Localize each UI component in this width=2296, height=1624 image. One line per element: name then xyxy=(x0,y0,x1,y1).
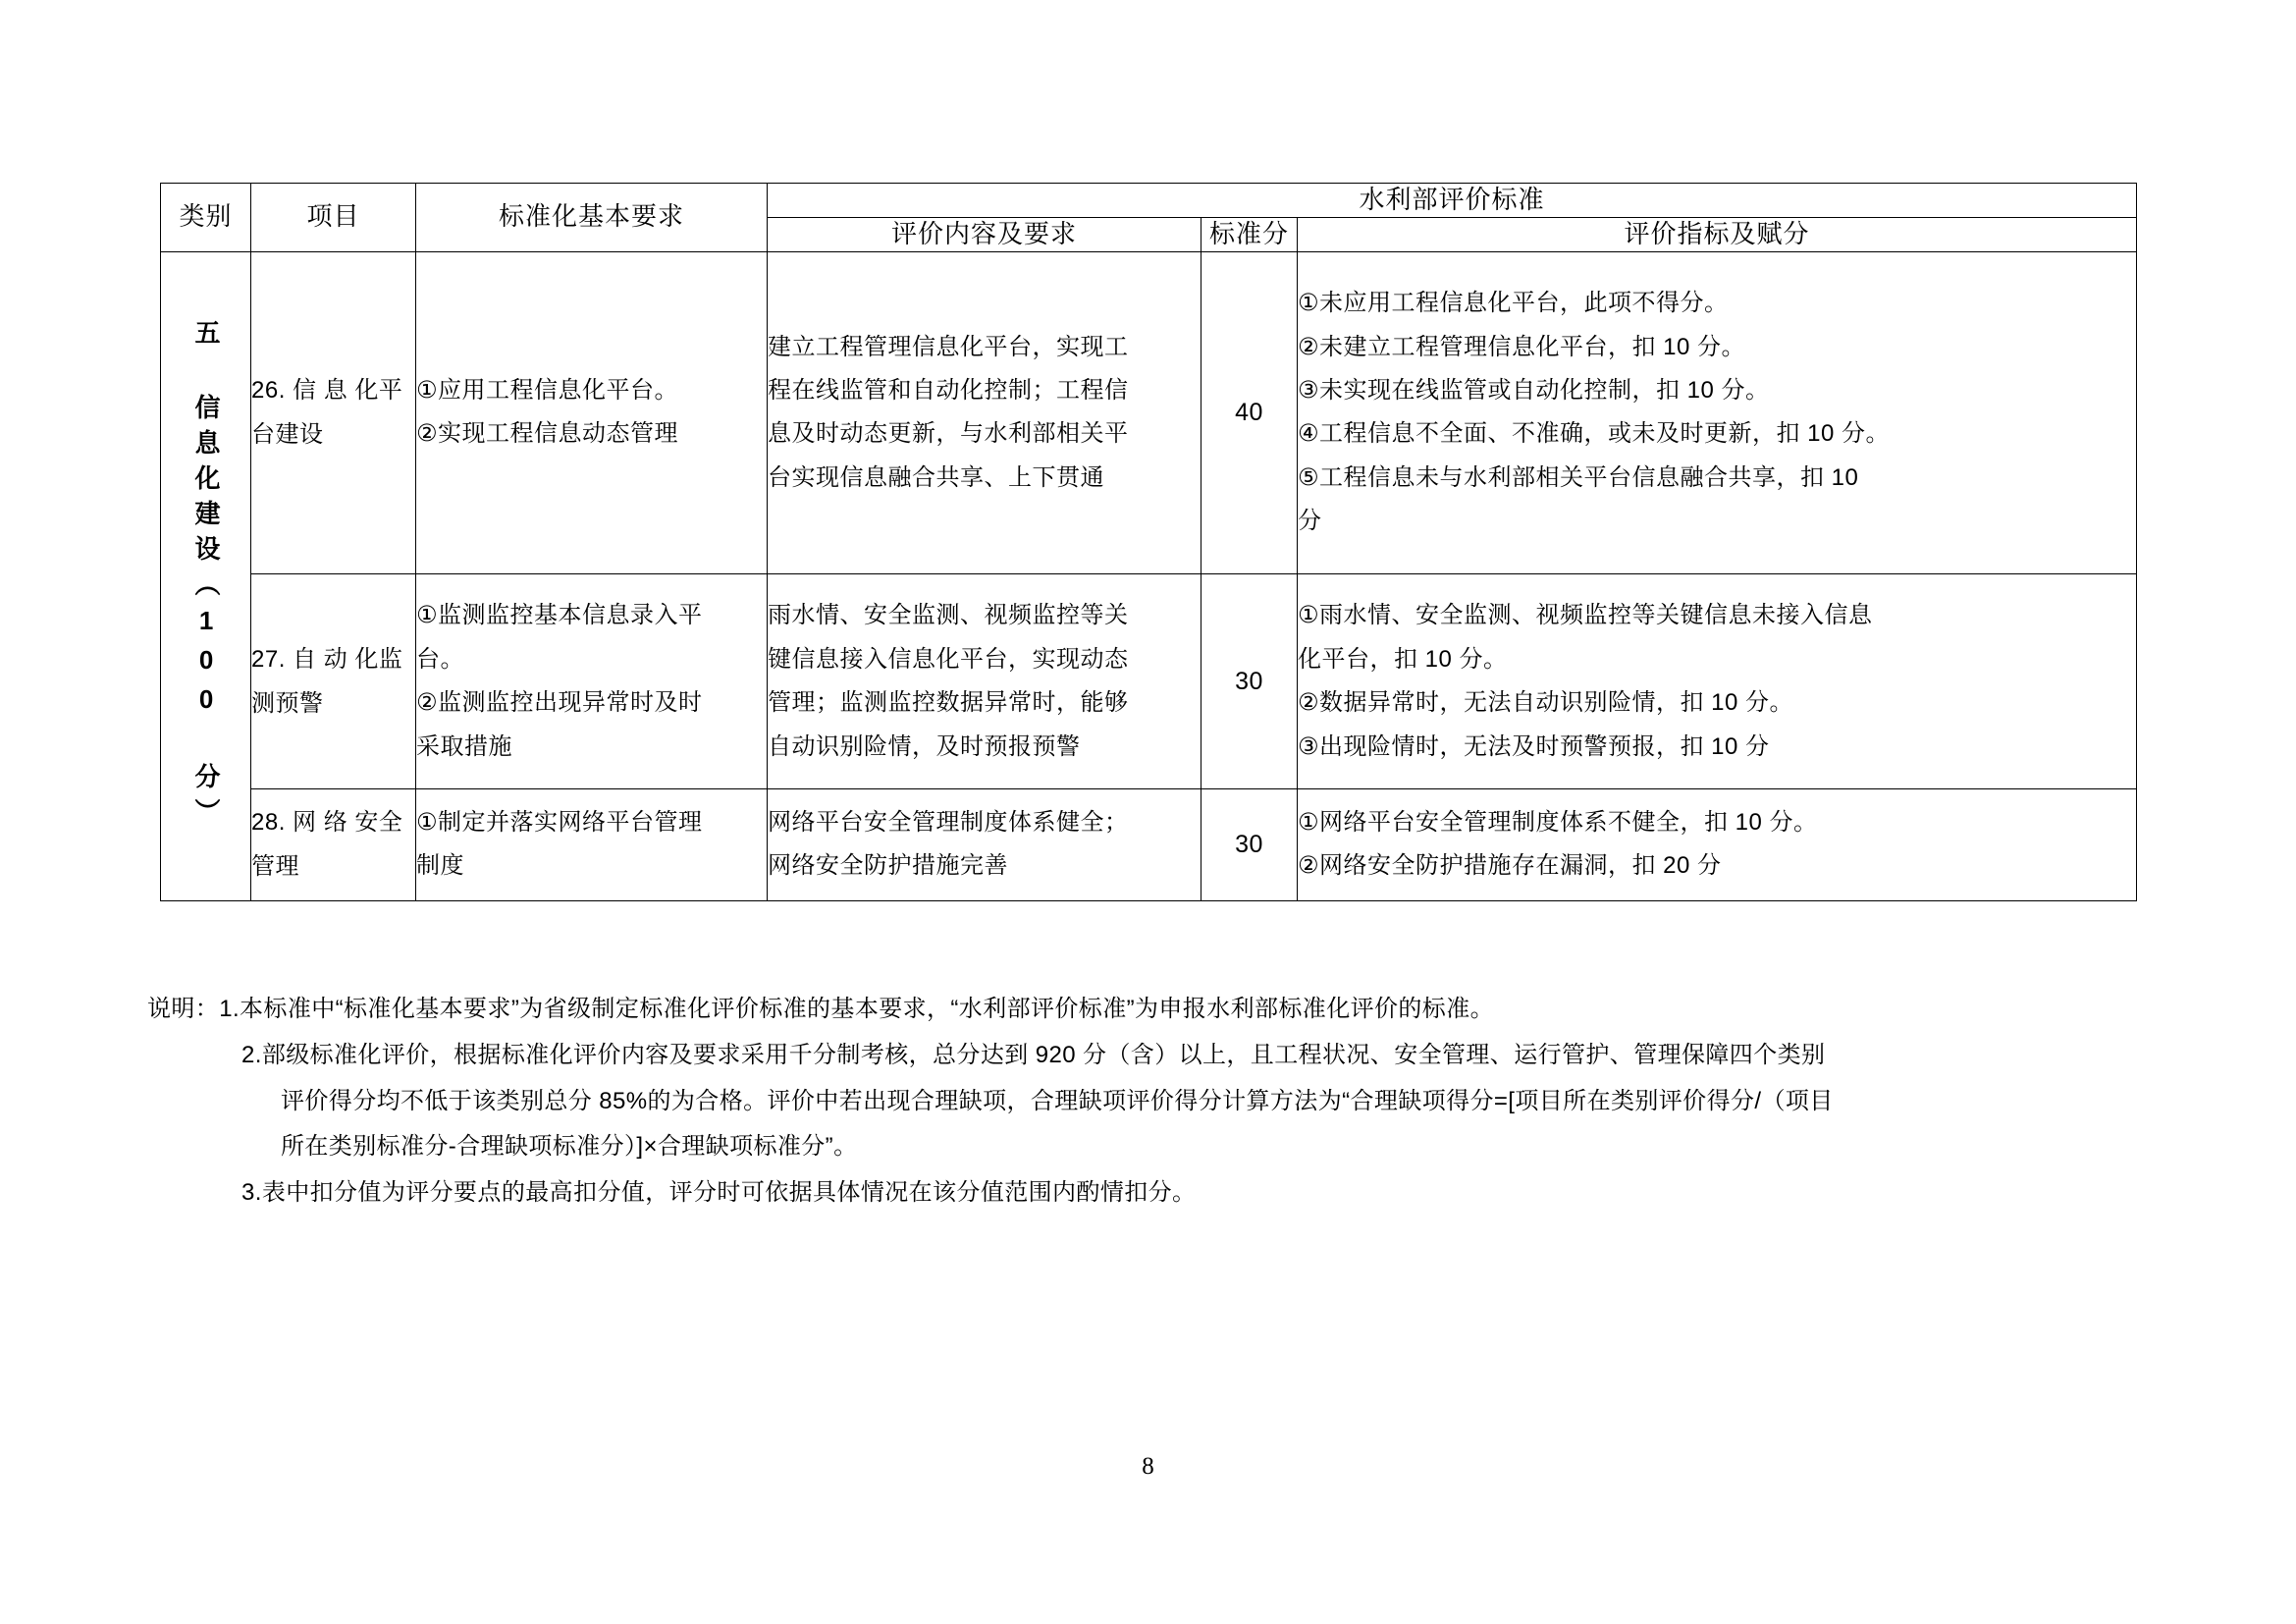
row-content-27 xyxy=(768,574,1201,789)
text-line: 采取措施 xyxy=(416,732,512,760)
row-indicators-28 xyxy=(1298,789,2137,900)
text-line: ①制定并落实网络平台管理 xyxy=(416,809,703,837)
row-score-26: 40 xyxy=(1201,251,1298,573)
row-basic-requirement-27 xyxy=(416,574,768,789)
row-content-28 xyxy=(768,789,1201,900)
table-row xyxy=(161,574,2137,789)
text-line: ③未实现在线监管或自动化控制，扣 10 分。 xyxy=(1298,376,1770,404)
note-number: 3. xyxy=(241,1179,262,1207)
category-label: 五 信息化建设（100 分） xyxy=(191,318,222,834)
note-item-2 xyxy=(147,1033,2150,1079)
header-ministry-group: 水利部评价标准 xyxy=(768,184,2137,218)
text-line: ①应用工程信息化平台。 xyxy=(416,376,679,404)
text-line: ③出现险情时，无法及时预警预报，扣 10 分 xyxy=(1298,732,1770,760)
row-score-28: 30 xyxy=(1201,789,1298,900)
table-header-row-1 xyxy=(161,184,2137,218)
note-item-1 xyxy=(147,987,2150,1033)
text-line: 程在线监管和自动化控制；工程信 xyxy=(768,376,1129,404)
page-number: 8 xyxy=(1142,1453,1154,1480)
note-number: 2. xyxy=(241,1041,262,1068)
text-line: 网络安全防护措施完善 xyxy=(768,852,1008,880)
row-score-27: 30 xyxy=(1201,574,1298,789)
text-line: 制度 xyxy=(416,852,464,880)
note-item-2-line-3 xyxy=(147,1124,2150,1170)
text-line: ①网络平台安全管理制度体系不健全，扣 10 分。 xyxy=(1298,809,1818,837)
note-item-2-line-2 xyxy=(147,1079,2150,1125)
evaluation-table-container xyxy=(160,183,2136,901)
text-line: ①雨水情、安全监测、视频监控等关键信息未接入信息 xyxy=(1298,602,1873,629)
table-row xyxy=(161,789,2137,900)
text-line: ②监测监控出现异常时及时 xyxy=(416,689,703,717)
text-line: 自动识别险情，及时预报预警 xyxy=(768,732,1081,760)
text-line: ④工程信息不全面、不准确，或未及时更新，扣 10 分。 xyxy=(1298,420,1891,448)
text-line: 雨水情、安全监测、视频监控等关 xyxy=(768,602,1129,629)
text-line: ②网络安全防护措施存在漏洞，扣 20 分 xyxy=(1298,852,1722,880)
category-cell xyxy=(161,251,251,900)
note-text: 本标准中“标准化基本要求”为省级制定标准化评价标准的基本要求，“水利部评价标准”为申报水利部标准化评价的标准。 xyxy=(240,996,1494,1022)
text-line: ①未应用工程信息化平台，此项不得分。 xyxy=(1298,290,1729,317)
row-item-26: 26. 信 息 化平台建设 xyxy=(251,251,416,573)
note-text: 表中扣分值为评分要点的最高扣分值，评分时可依据具体情况在该分值范围内酌情扣分。 xyxy=(261,1179,1197,1207)
header-category: 类别 xyxy=(161,184,251,252)
text-line: 管理；监测监控数据异常时，能够 xyxy=(768,689,1129,717)
note-text: 所在类别标准分-合理缺项标准分）]×合理缺项标准分”。 xyxy=(281,1133,858,1161)
row-basic-requirement-28 xyxy=(416,789,768,900)
text-line: 台实现信息融合共享、上下贯通 xyxy=(768,463,1104,491)
text-line: 分 xyxy=(1298,508,1322,535)
row-basic-requirement-26 xyxy=(416,251,768,573)
notes-section xyxy=(147,987,2150,1217)
text-line: 台。 xyxy=(416,645,464,673)
text-line: 键信息接入信息化平台，实现动态 xyxy=(768,645,1129,673)
notes-label: 说明： xyxy=(147,996,220,1022)
text-line: ②实现工程信息动态管理 xyxy=(416,420,679,448)
text-line: ⑤工程信息未与水利部相关平台信息融合共享，扣 10 xyxy=(1298,463,1859,491)
note-item-3 xyxy=(147,1170,2150,1217)
header-indicator-and-points: 评价指标及赋分 xyxy=(1298,217,2137,251)
text-line: 网络平台安全管理制度体系健全； xyxy=(768,809,1129,837)
header-item: 项目 xyxy=(251,184,416,252)
note-number: 1. xyxy=(219,996,240,1022)
text-line: ②数据异常时，无法自动识别险情，扣 10 分。 xyxy=(1298,689,1794,717)
row-item-28: 28. 网 络 安全管理 xyxy=(251,789,416,900)
row-item-27: 27. 自 动 化监测预警 xyxy=(251,574,416,789)
row-content-26 xyxy=(768,251,1201,573)
evaluation-table xyxy=(160,183,2137,901)
row-indicators-27 xyxy=(1298,574,2137,789)
note-text: 评价得分均不低于该类别总分 85%的为合格。评价中若出现合理缺项，合理缺项评价得分计算方法为“合理缺项得分=[项目所在类别评价得分/（项目 xyxy=(281,1087,1834,1114)
row-indicators-26 xyxy=(1298,251,2137,573)
text-line: 建立工程管理信息化平台，实现工 xyxy=(768,333,1129,360)
text-line: ②未建立工程管理信息化平台，扣 10 分。 xyxy=(1298,333,1746,360)
text-line: 息及时动态更新，与水利部相关平 xyxy=(768,420,1129,448)
note-text: 部级标准化评价，根据标准化评价内容及要求采用千分制考核，总分达到 920 分（含）以上，且工程状况、安全管理、运行管护、管理保障四个类别 xyxy=(261,1041,1826,1068)
header-content-and-requirement: 评价内容及要求 xyxy=(768,217,1201,251)
text-line: ①监测监控基本信息录入平 xyxy=(416,602,703,629)
header-basic-requirement: 标准化基本要求 xyxy=(416,184,768,252)
header-standard-score: 标准分 xyxy=(1201,217,1298,251)
text-line: 化平台，扣 10 分。 xyxy=(1298,645,1508,673)
table-row xyxy=(161,251,2137,573)
